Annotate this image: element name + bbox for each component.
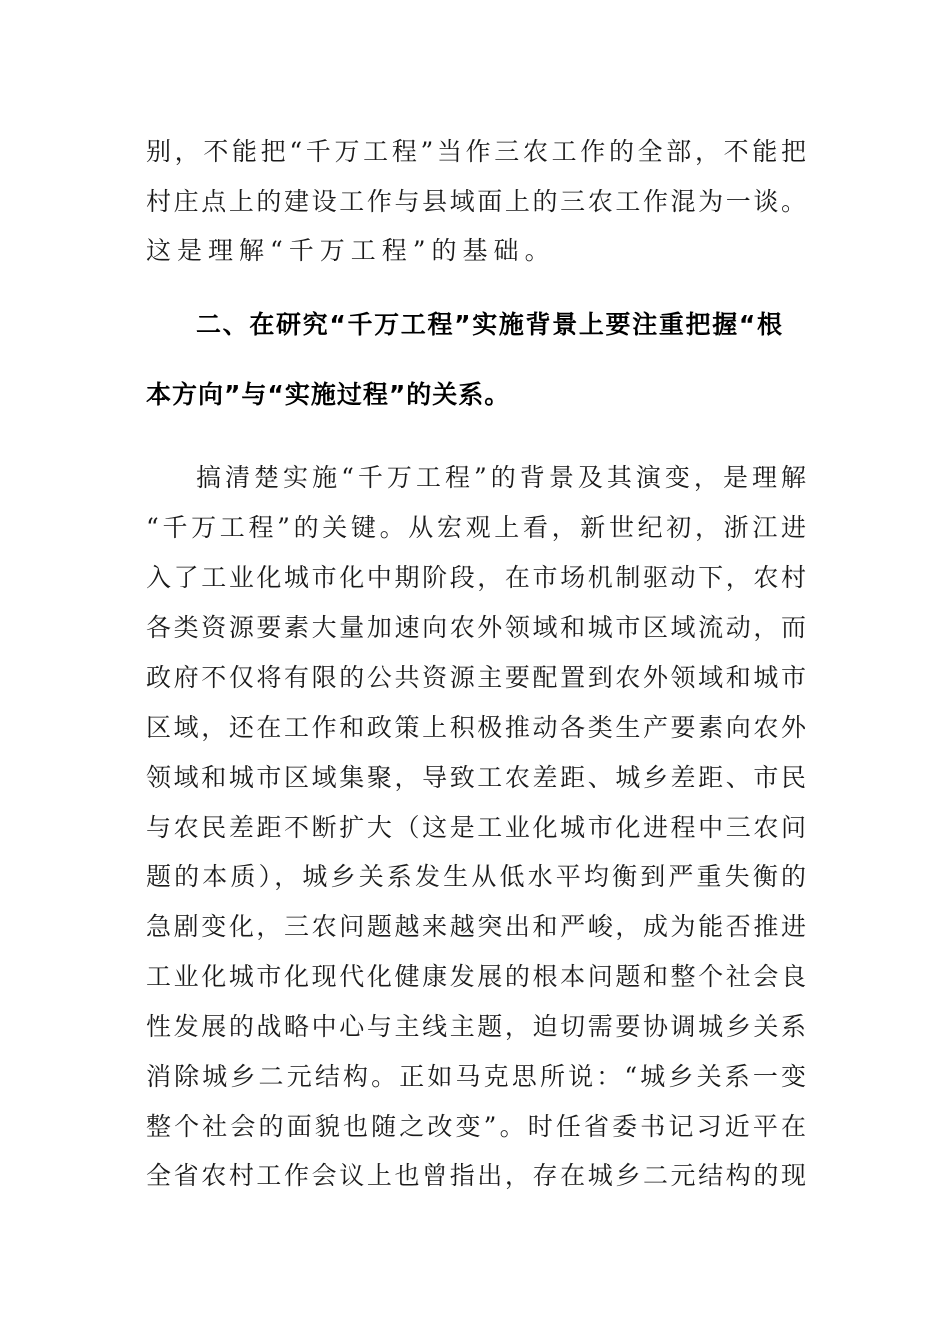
body-text-line: 工业化城市化现代化健康发展的根本问题和整个社会良	[146, 962, 806, 991]
body-text-line: 别，不能把“千万工程”当作三农工作的全部，不能把	[146, 137, 806, 166]
body-text-line: “千万工程”的关键。从宏观上看，新世纪初，浙江进	[146, 513, 806, 542]
body-text-line: 急剧变化，三农问题越来越突出和严峻，成为能否推进	[146, 912, 806, 941]
body-text-line: 消除城乡二元结构。正如马克思所说：“城乡关系一变	[146, 1062, 806, 1091]
body-text-line: 全省农村工作会议上也曾指出，存在城乡二元结构的现	[146, 1161, 806, 1190]
body-text-line: 这是理解“千万工程”的基础。	[146, 236, 556, 265]
section-heading-continuation: 本方向”与“实施过程”的关系。	[146, 380, 511, 409]
body-text-line: 搞清楚实施“千万工程”的背景及其演变，是理解	[196, 463, 806, 492]
body-text-line: 政府不仅将有限的公共资源主要配置到农外领域和城市	[146, 663, 806, 692]
body-text-line: 领域和城市区域集聚，导致工农差距、城乡差距、市民	[146, 763, 806, 792]
section-heading: 二、在研究“千万工程”实施背景上要注重把握“根	[196, 310, 782, 339]
body-text-line: 村庄点上的建设工作与县域面上的三农工作混为一谈。	[146, 187, 806, 216]
body-text-line: 整个社会的面貌也随之改变”。时任省委书记习近平在	[146, 1112, 806, 1141]
body-text-line: 区域，还在工作和政策上积极推动各类生产要素向农外	[146, 713, 806, 742]
body-text-line: 题的本质），城乡关系发生从低水平均衡到严重失衡的	[146, 862, 806, 891]
body-text-line: 与农民差距不断扩大（这是工业化城市化进程中三农问	[146, 813, 806, 842]
body-text-line: 入了工业化城市化中期阶段，在市场机制驱动下，农村	[146, 563, 806, 592]
body-text-line: 各类资源要素大量加速向农外领域和城市区域流动，而	[146, 613, 806, 642]
body-text-line: 性发展的战略中心与主线主题，迫切需要协调城乡关系	[146, 1012, 806, 1041]
